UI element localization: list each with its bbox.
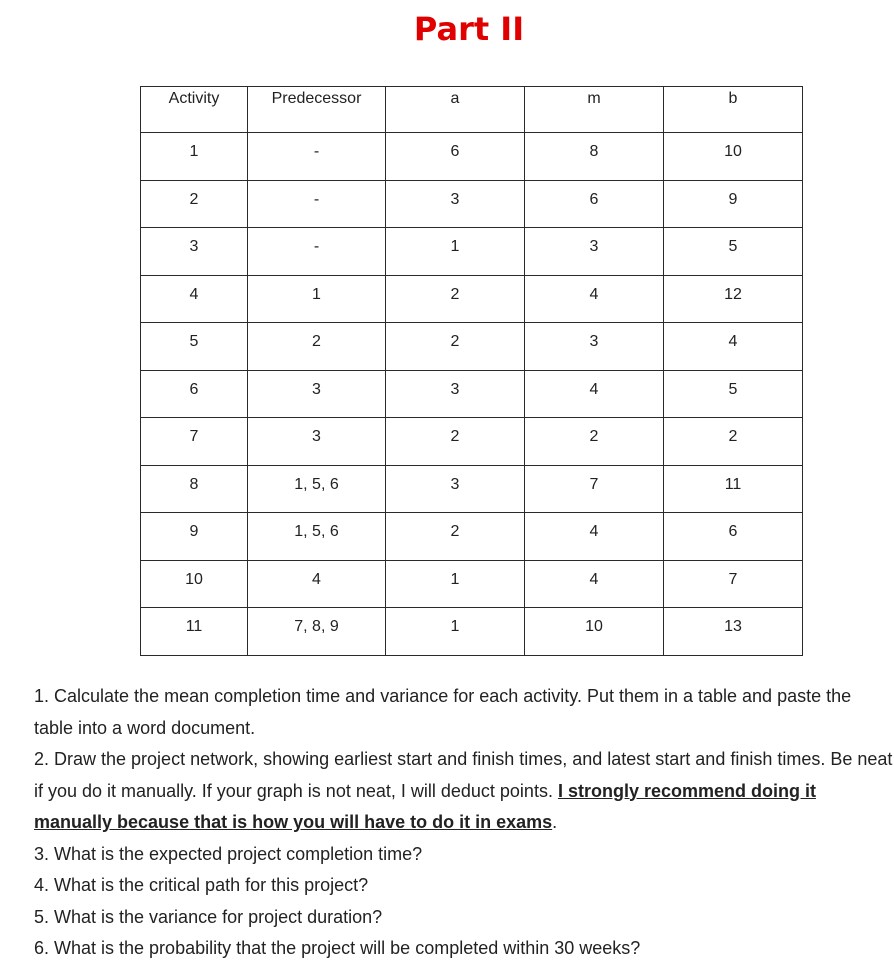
table-row [141, 560, 803, 608]
table-row [141, 465, 803, 513]
question-6: 6. What is the probability that the project will be completed within 30 weeks? [34, 938, 641, 958]
cell-m: 10 [525, 608, 664, 656]
pert-activity-table [140, 86, 803, 656]
cell-activity: 9 [141, 513, 248, 561]
cell-activity: 5 [141, 323, 248, 371]
cell-b: 12 [664, 275, 803, 323]
cell-m: 7 [525, 465, 664, 513]
cell-activity: 11 [141, 608, 248, 656]
header-activity: Activity [141, 87, 248, 133]
cell-a: 3 [386, 370, 525, 418]
cell-activity: 10 [141, 560, 248, 608]
cell-a: 2 [386, 513, 525, 561]
cell-a: 3 [386, 465, 525, 513]
cell-b: 6 [664, 513, 803, 561]
cell-a: 1 [386, 608, 525, 656]
cell-predecessor: 3 [248, 418, 386, 466]
cell-m: 4 [525, 275, 664, 323]
header-b: b [664, 87, 803, 133]
table-row [141, 370, 803, 418]
header-m: m [525, 87, 664, 133]
cell-activity: 6 [141, 370, 248, 418]
question-2 [34, 744, 894, 839]
table-row [141, 513, 803, 561]
question-5: 5. What is the variance for project duration? [34, 906, 383, 927]
header-predecessor: Predecessor [248, 87, 386, 133]
cell-b: 9 [664, 180, 803, 228]
table-header-row [141, 87, 803, 133]
header-a: a [386, 87, 525, 133]
cell-predecessor: 1, 5, 6 [248, 513, 386, 561]
cell-m: 2 [525, 418, 664, 466]
cell-activity: 2 [141, 180, 248, 228]
cell-m: 3 [525, 323, 664, 371]
cell-activity: 8 [141, 465, 248, 513]
cell-b: 7 [664, 560, 803, 608]
table-row [141, 133, 803, 181]
cell-b: 4 [664, 323, 803, 371]
table-body [141, 133, 803, 656]
cell-b: 5 [664, 228, 803, 276]
cell-b: 2 [664, 418, 803, 466]
table-row [141, 323, 803, 371]
cell-predecessor: 1 [248, 275, 386, 323]
questions-list [34, 681, 894, 965]
cell-m: 6 [525, 180, 664, 228]
question-4: 4. What is the critical path for this project? [34, 875, 369, 895]
question-2-text: 2. Draw the project network, showing earliest start and finish times, and latest start and finish times. Be neat if you do it manually. If your graph is not neat, I will deduct points. [34, 749, 893, 801]
cell-activity: 7 [141, 418, 248, 466]
cell-a: 1 [386, 560, 525, 608]
cell-m: 4 [525, 370, 664, 418]
cell-predecessor: - [248, 133, 386, 181]
cell-predecessor: - [248, 180, 386, 228]
cell-predecessor: - [248, 228, 386, 276]
table-row [141, 275, 803, 323]
table-row [141, 180, 803, 228]
cell-activity: 1 [141, 133, 248, 181]
table-row [141, 418, 803, 466]
question-2-end: . [552, 812, 558, 832]
cell-activity: 4 [141, 275, 248, 323]
table-row [141, 608, 803, 656]
cell-a: 1 [386, 228, 525, 276]
cell-b: 10 [664, 133, 803, 181]
cell-m: 8 [525, 133, 664, 181]
question-1: 1. Calculate the mean completion time and variance for each activity. Put them in a table and paste the table into a word document. [34, 686, 852, 738]
cell-predecessor: 7, 8, 9 [248, 608, 386, 656]
cell-predecessor: 1, 5, 6 [248, 465, 386, 513]
table-row [141, 228, 803, 276]
cell-predecessor: 2 [248, 323, 386, 371]
cell-predecessor: 3 [248, 370, 386, 418]
cell-a: 3 [386, 180, 525, 228]
cell-activity: 3 [141, 228, 248, 276]
cell-a: 2 [386, 418, 525, 466]
cell-predecessor: 4 [248, 560, 386, 608]
cell-m: 4 [525, 513, 664, 561]
question-2-emphasis: I strongly recommend doing it manually because that is how you will have to do it in exams [34, 780, 816, 832]
cell-m: 4 [525, 560, 664, 608]
cell-a: 2 [386, 275, 525, 323]
question-3: 3. What is the expected project completion time? [34, 843, 423, 864]
cell-b: 5 [664, 370, 803, 418]
cell-m: 3 [525, 228, 664, 276]
cell-b: 11 [664, 465, 803, 513]
cell-b: 13 [664, 608, 803, 656]
cell-a: 6 [386, 133, 525, 181]
page-title: Part II [413, 10, 525, 48]
cell-a: 2 [386, 323, 525, 371]
